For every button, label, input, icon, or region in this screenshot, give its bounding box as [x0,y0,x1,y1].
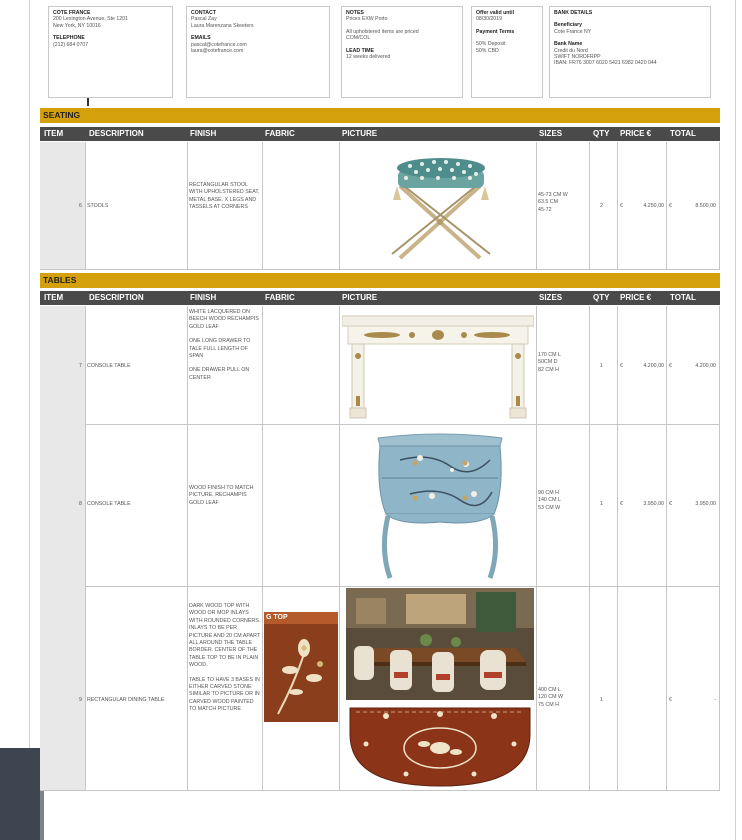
notes-box [341,6,463,98]
payment-terms-2: 50% CBD [476,47,499,54]
col-picture: PICTURE [342,129,378,138]
telephone-label: TELEPHONE [53,35,85,42]
page-left-edge [29,0,30,840]
currency-symbol: € [620,203,623,209]
item-price: 3.950,00 [643,501,664,507]
col-sizes: SIZES [539,293,563,302]
bank-name-label: Bank Name [554,41,583,48]
item-qty: 1 [600,363,603,369]
item-description: CONSOLE TABLE [87,363,131,369]
payment-terms-1: 50% Deposit [476,41,506,48]
table-row [40,142,720,270]
section-bar-tables: TABLES [40,273,720,288]
item-sizes: 170 CM L 50CM D 82 CM H [538,352,561,373]
item-sizes: 90 CM H 140 CM L 53 CM W [538,490,561,511]
item-price: 4.250,00 [643,203,664,209]
blue-commode-image [370,430,510,582]
item-number: 7 [79,363,82,369]
col-description: DESCRIPTION [89,129,144,138]
inlay-sample-image [264,612,338,722]
beneficiary-label: Beneficiary [554,22,582,29]
item-number: 6 [79,203,82,209]
col-total: TOTAL [670,129,696,138]
col-item: ITEM [44,293,64,302]
inlay-flower-icon [264,624,338,722]
contact-name-1: Pascal Zay [191,16,217,23]
notes-label: NOTES [346,10,364,16]
col-fabric: FABRIC [265,129,295,138]
white-console-table-image [342,310,534,420]
item-price: 4.200,00 [643,363,664,369]
item-finish: DARK WOOD TOP WITH WOOD OR MOP INLAYS WITH ROUNDED CORNERS. INLAYS TO BE PER PICTURE AND 20 CM APART ALL AROUND THE TABLE BORDER. CENTER OF THE TABLE TOP TO BE IN PLAIN WOOD. TABLE TO HAVE 3 BASES IN EITHER CARVED STONE SIMILAR TO PICTURE OR IN CARVED WOOD PAINTED TO MATCH PICTURE [189,603,261,713]
table-row [40,586,720,791]
divider-mark [87,98,89,106]
currency-symbol: € [669,203,672,209]
company-info-box [48,6,173,98]
offer-valid-date: 08/30/2019 [476,16,502,23]
column-header-row-tables [40,291,720,305]
col-finish: FINISH [190,293,217,302]
col-qty: QTY [593,129,610,138]
company-address-line1: 200 Lexington Avenue, Ste 1201 [53,16,128,23]
section-bar-seating: SEATING [40,108,720,123]
item-sizes: 45-73 CM W 63.5 CM 45-72 [538,192,568,213]
page-right-edge [735,0,736,840]
contact-name-2: Laura Marenzana Skeeters [191,22,254,29]
item-qty: 1 [600,501,603,507]
currency-symbol: € [669,501,672,507]
item-number: 9 [79,697,82,703]
currency-symbol: € [669,697,672,703]
item-number: 8 [79,501,82,507]
item-description: CONSOLE TABLE [87,501,131,507]
offer-valid-label: Offer valid until [476,10,515,16]
company-name: COTE FRANCE [53,10,91,16]
background-corner [0,748,40,840]
iban-number: IBAN: FR76 3007 6020 5421 6982 0420 044 [554,60,657,67]
item-qty: 2 [600,203,603,209]
col-sizes: SIZES [539,129,563,138]
contact-box [186,6,330,98]
beneficiary-value: Cote France NY [554,28,592,35]
swift-code: SWIFT NORDFRPP [554,54,601,61]
item-qty: 1 [600,697,603,703]
bank-name-value: Credit du Nord [554,47,588,54]
table-row [40,424,720,587]
bank-details-label: BANK DETAILS [554,10,593,16]
col-description: DESCRIPTION [89,293,144,302]
emails-label: EMAILS [191,35,211,42]
col-qty: QTY [593,293,610,302]
offer-box [471,6,543,98]
stool-image [370,146,510,268]
table-row [40,306,720,425]
notes-line-2: All upholstered items are priced [346,28,419,35]
item-description: RECTANGULAR DINING TABLE [87,697,165,703]
lead-time-label: LEAD TIME [346,47,374,54]
bank-details-box [549,6,711,98]
item-finish: WOOD FINISH TO MATCH PICTURE. RECHAMPIS GOLD LEAF [189,485,254,506]
currency-symbol: € [620,501,623,507]
item-description: STOOLS [87,203,109,209]
item-finish: RECTANGULAR STOOL WITH UPHOLSTERED SEAT, METAL BASE, X LEGS AND TASSELS AT CORNERS [189,182,260,211]
item-total: 3.950,00 [695,501,716,507]
email-1[interactable]: pascal@cotefrance.com [191,41,247,48]
item-sizes: 400 CM L 120 CM W 75 CM H [538,687,564,708]
contact-label: CONTACT [191,10,216,16]
col-picture: PICTURE [342,293,378,302]
payment-terms-label: Payment Terms [476,28,515,35]
col-fabric: FABRIC [265,293,295,302]
item-finish: WHITE LACQUERED ON BEECH WOOD RECHAMPIS GOLD LEAF ONE LONG DRAWER TO TALE FULL LENGTH OF SPAN ONE DRAWER PULL ON CENTER [189,309,259,381]
item-total: 4.200,00 [695,363,716,369]
lead-time-value: 12 weeks delivered [346,54,391,61]
telephone-value: (212) 684 0707 [53,41,89,48]
company-address-line2: New York, NY 10016 [53,22,101,29]
inlaid-tabletop-image [346,704,534,788]
email-2[interactable]: laura@cotefrance.com [191,48,244,55]
currency-symbol: € [669,363,672,369]
column-header-row-seating [40,127,720,141]
col-total: TOTAL [670,293,696,302]
item-total: 8.500,00 [695,203,716,209]
item-total: - [714,697,716,703]
currency-symbol: € [620,363,623,369]
inlay-image-caption: G TOP [266,614,288,621]
notes-line-3: COM/COL [346,35,371,42]
col-item: ITEM [44,129,64,138]
col-price: PRICE € [620,293,652,302]
col-price: PRICE € [620,129,652,138]
item-cell [40,586,85,790]
col-finish: FINISH [190,129,217,138]
dining-room-image [346,588,534,700]
notes-line-1: Prices EXW Porto [346,16,388,23]
